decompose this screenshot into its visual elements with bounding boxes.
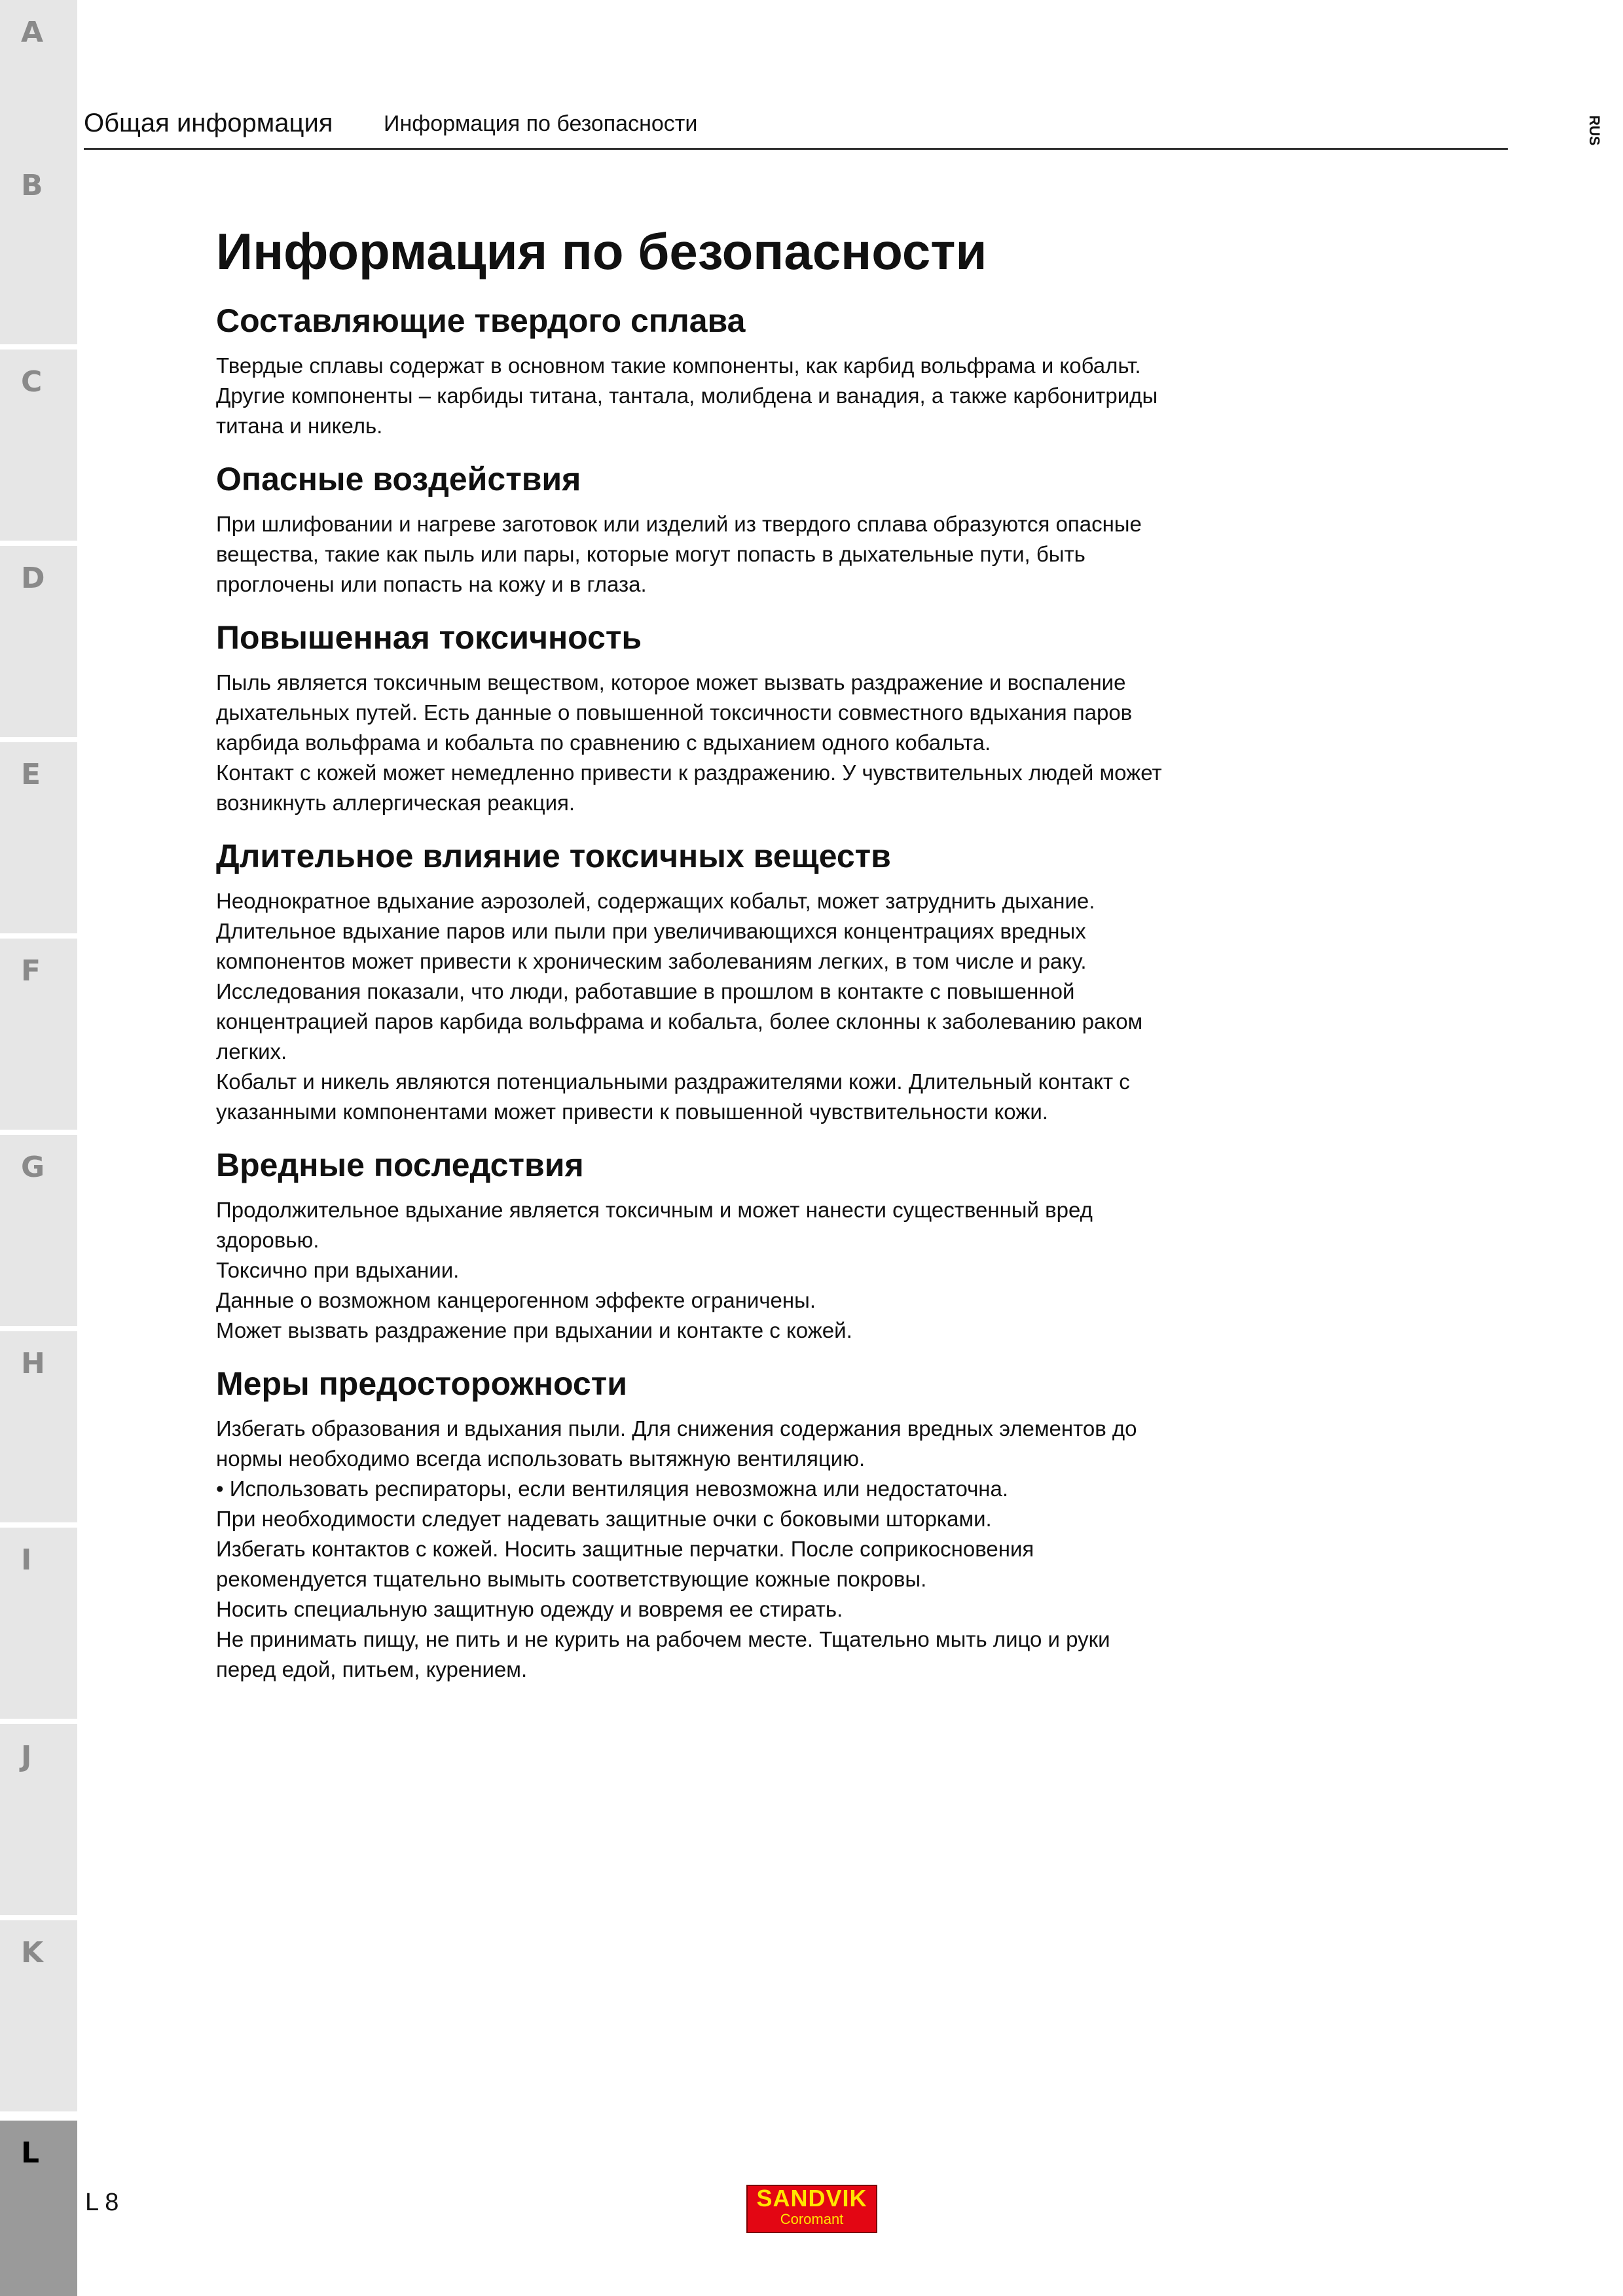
section-text-line: Данные о возможном канцерогенном эффекте ограничены. <box>216 1288 816 1312</box>
logo-brand: SANDVIK <box>756 2185 867 2212</box>
section-text-line: Неоднократное вдыхание аэрозолей, содержащих кобальт, может затруднить дыхание. <box>216 889 1095 913</box>
section-heading: Меры предосторожности <box>216 1365 627 1402</box>
side-tab-index <box>0 0 77 2296</box>
page-number: L 8 <box>85 2189 119 2216</box>
side-tab-g[interactable]: G <box>0 1135 77 1326</box>
section-text-line: Избегать образования и вдыхания пыли. Для снижения содержания вредных элементов до <box>216 1416 1137 1441</box>
logo-sub: Coromant <box>780 2211 844 2227</box>
side-tab-j[interactable]: J <box>0 1724 77 1915</box>
section-text-line: Другие компоненты – карбиды титана, тантала, молибдена и ванадия, а также карбонитриды <box>216 384 1158 408</box>
section-text-line: При необходимости следует надевать защитные очки с боковыми шторками. <box>216 1507 992 1531</box>
section-heading: Вредные последствия <box>216 1147 584 1183</box>
sandvik-coromant-logo <box>746 2185 877 2233</box>
side-tab-f[interactable]: F <box>0 939 77 1130</box>
section-text-line: Кобальт и никель являются потенциальными раздражителями кожи. Длительный контакт с <box>216 1069 1130 1094</box>
section-text-line: Избегать контактов с кожей. Носить защитные перчатки. После соприкосновения <box>216 1537 1034 1561</box>
header-subsection: Информация по безопасности <box>384 111 698 136</box>
section-text-line: Может вызвать раздражение при вдыхании и контакте с кожей. <box>216 1318 852 1342</box>
section-text-line: проглочены или попасть на кожу и в глаза. <box>216 572 647 596</box>
section-text-line: Исследования показали, что люди, работавшие в прошлом в контакте с повышенной <box>216 979 1075 1003</box>
page-title: Информация по безопасности <box>216 223 987 280</box>
section-text-line: Носить специальную защитную одежду и вовремя ее стирать. <box>216 1597 843 1621</box>
side-tab-b[interactable]: B <box>0 153 77 344</box>
side-tab-a[interactable]: A <box>0 0 77 191</box>
side-tab-k[interactable]: K <box>0 1920 77 2111</box>
main-content <box>216 220 1172 1685</box>
section-text-line: При шлифовании и нагреве заготовок или изделий из твердого сплава образуются опасные <box>216 512 1142 536</box>
section-text-line: нормы необходимо всегда использовать вытяжную вентиляцию. <box>216 1446 866 1471</box>
page-header <box>84 109 1508 150</box>
section-text-line: рекомендуется тщательно вымыть соответствующие кожные покровы. <box>216 1567 927 1591</box>
section-heading: Длительное влияние токсичных веществ <box>216 838 891 874</box>
side-tab-c[interactable]: C <box>0 350 77 541</box>
section-text-line: легких. <box>216 1039 287 1064</box>
section-text-line: компонентов может привести к хроническим заболеваниям легких, в том числе и раку. <box>216 949 1087 973</box>
section-text-line: Твердые сплавы содержат в основном такие компоненты, как карбид вольфрама и кобальт. <box>216 353 1141 378</box>
language-label: RUS <box>1586 115 1603 146</box>
section-text-line: указанными компонентами может привести к повышенной чувствительности кожи. <box>216 1100 1048 1124</box>
section-text-line: титана и никель. <box>216 414 383 438</box>
side-tab-h[interactable]: H <box>0 1331 77 1522</box>
section-text-line: вещества, такие как пыль или пары, которые могут попасть в дыхательные пути, быть <box>216 542 1085 566</box>
section-text-line: Токсично при вдыхании. <box>216 1258 460 1282</box>
side-tab-e[interactable]: E <box>0 742 77 933</box>
side-tab-d[interactable]: D <box>0 546 77 737</box>
section-heading: Повышенная токсичность <box>216 619 642 656</box>
section-text-line: Не принимать пищу, не пить и не курить на рабочем месте. Тщательно мыть лицо и руки <box>216 1627 1110 1651</box>
section-text-line: возникнуть аллергическая реакция. <box>216 791 575 815</box>
section-heading: Составляющие твердого сплава <box>216 302 746 339</box>
section-text-line: дыхательных путей. Есть данные о повышенной токсичности совместного вдыхания паров <box>216 700 1133 725</box>
sections <box>216 300 1172 1685</box>
section-text-line: здоровью. <box>216 1228 319 1252</box>
header-section: Общая информация <box>84 109 333 137</box>
section-text-line: концентрацией паров карбида вольфрама и кобальта, более склонны к заболеванию раком <box>216 1009 1143 1033</box>
section-text-line: Пыль является токсичным веществом, которое может вызвать раздражение и воспаление <box>216 670 1126 694</box>
section-text-line: Длительное вдыхание паров или пыли при увеличивающихся концентрациях вредных <box>216 919 1086 943</box>
section-heading: Опасные воздействия <box>216 461 581 497</box>
side-tab-i[interactable]: I <box>0 1528 77 1719</box>
side-tab-l[interactable]: L <box>0 2121 77 2296</box>
section-text-line: карбида вольфрама и кобальта по сравнению с вдыханием одного кобальта. <box>216 730 991 755</box>
section-text-line: • Использовать респираторы, если вентиляция невозможна или недостаточна. <box>216 1477 1009 1501</box>
section-text-line: Контакт с кожей может немедленно привести к раздражению. У чувствительных людей может <box>216 761 1162 785</box>
section-text-line: Продолжительное вдыхание является токсичным и может нанести существенный вред <box>216 1198 1093 1222</box>
section-text-line: перед едой, питьем, курением. <box>216 1657 528 1681</box>
